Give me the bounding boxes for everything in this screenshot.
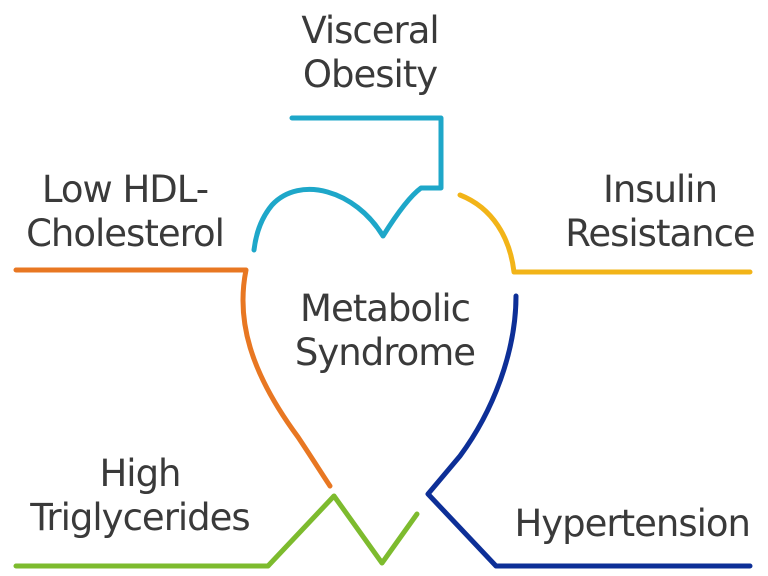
low-hdl-cholesterol-label — [20, 168, 230, 256]
metabolic-syndrome-title — [270, 287, 500, 375]
visceral-obesity-label — [300, 9, 440, 97]
hypertension-label — [500, 502, 750, 546]
visceral-obesity-line2: Obesity — [302, 53, 438, 96]
metabolic-syndrome-line2: Syndrome — [294, 331, 476, 374]
visceral-obesity-connector — [254, 118, 441, 250]
high-triglycerides-line1: High — [99, 452, 181, 495]
insulin-resistance-line2: Resistance — [565, 212, 755, 255]
metabolic-syndrome-line1: Metabolic — [300, 287, 470, 330]
high-triglycerides-line2: Triglycerides — [30, 496, 250, 539]
insulin-resistance-line1: Insulin — [602, 168, 718, 211]
visceral-obesity-line1: Visceral — [301, 9, 439, 52]
high-triglycerides-label — [20, 452, 260, 540]
insulin-resistance-label — [560, 168, 760, 256]
hypertension-line1: Hypertension — [514, 502, 750, 545]
low-hdl-cholesterol-line1: Low HDL- — [41, 168, 209, 211]
low-hdl-cholesterol-line2: Cholesterol — [26, 212, 224, 255]
